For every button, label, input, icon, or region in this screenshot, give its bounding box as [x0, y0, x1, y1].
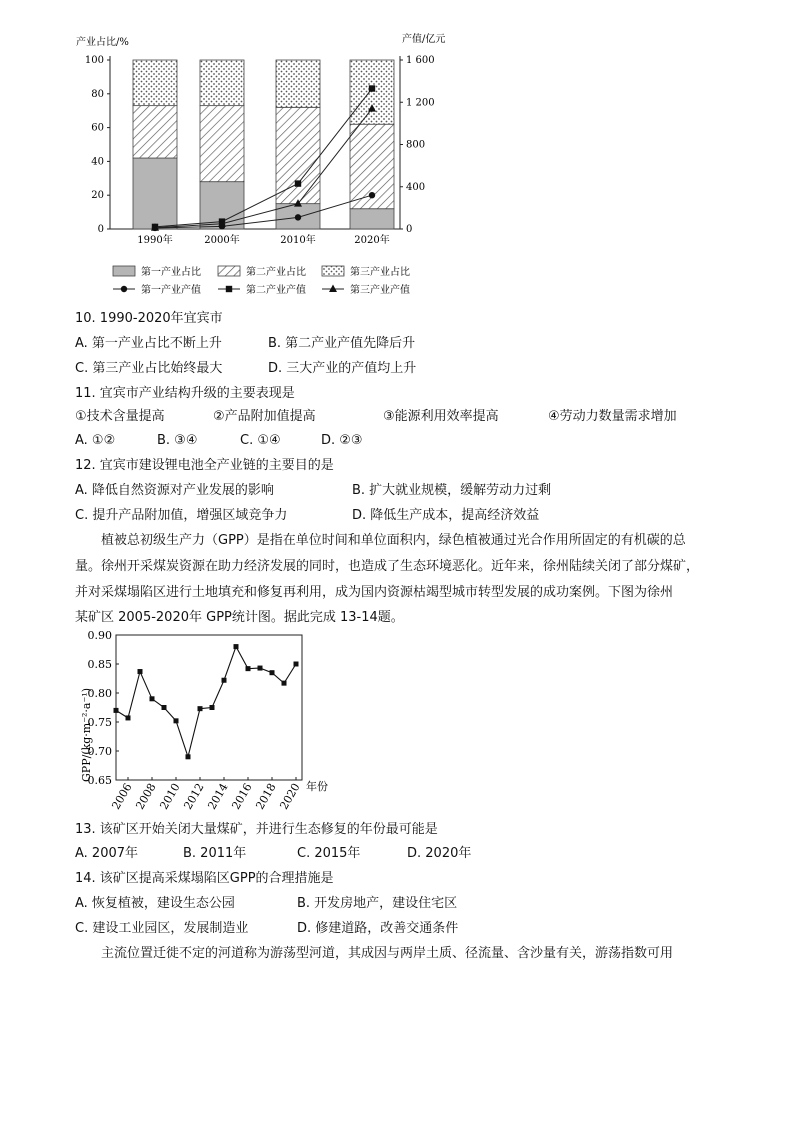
line-point — [369, 85, 375, 91]
gpp-line-chart — [70, 625, 410, 820]
q12-option-d: D. 降低生产成本，提高经济效益 — [352, 508, 540, 523]
left-tick-label: 20 — [91, 190, 104, 202]
legend-label: 第三产业产值 — [350, 285, 410, 296]
x-tick-label: 2010 — [157, 781, 183, 812]
right-tick-label: 1 200 — [406, 97, 435, 109]
gpp-line — [116, 647, 296, 757]
line-point — [369, 192, 375, 198]
bar-segment — [133, 158, 177, 229]
q12-option-a: A. 降低自然资源对产业发展的影响 — [75, 483, 274, 498]
gpp-point — [234, 644, 239, 649]
gpp-point — [294, 662, 299, 667]
x-tick-label: 2000年 — [204, 235, 240, 246]
x-tick-label: 2014 — [205, 781, 231, 812]
gpp-y-axis-label: GPP/(kg·m⁻²·a⁻¹) — [80, 688, 93, 782]
passage2-line1: 主流位置迁徙不定的河道称为游荡型河道，其成因与两岸土质、径流量、含沙量有关，游荡指数可用 — [101, 946, 674, 961]
q10-stem: 10. 1990-2020年宜宾市 — [75, 311, 223, 326]
x-tick-label: 2020 — [277, 781, 303, 812]
gpp-point — [246, 666, 251, 671]
q12-option-c: C. 提升产品附加值，增强区域竞争力 — [75, 508, 288, 523]
line-point — [295, 214, 301, 220]
left-tick-label: 80 — [91, 88, 104, 100]
right-tick-label: 800 — [406, 139, 426, 151]
passage1-line3: 并对采煤塌陷区进行土地填充和修复再利用，成为国内资源枯竭型城市转型发展的成功案例。下图为徐州 — [75, 585, 674, 600]
q14-stem: 14. 该矿区提高采煤塌陷区GPP的合理措施是 — [75, 871, 334, 886]
x-tick-label: 2008 — [133, 781, 159, 812]
legend-swatch — [218, 266, 240, 276]
bar-segment — [350, 209, 394, 229]
q14-option-d: D. 修建道路，改善交通条件 — [297, 921, 459, 936]
industry-structure-chart — [0, 0, 793, 305]
right-tick-label: 400 — [406, 181, 426, 193]
q10-option-c: C. 第三产业占比始终最大 — [75, 361, 223, 376]
y-tick-label: 0.70 — [87, 745, 112, 758]
right-tick-label: 1 600 — [406, 55, 435, 66]
q12-option-b: B. 扩大就业规模，缓解劳动力过剩 — [352, 483, 552, 498]
gpp-point — [162, 705, 167, 710]
left-tick-label: 0 — [97, 224, 104, 235]
x-tick-label: 2020年 — [354, 235, 390, 246]
gpp-point — [126, 715, 131, 720]
legend-marker — [121, 286, 127, 292]
legend-marker — [329, 285, 337, 293]
x-tick-label: 2006 — [109, 781, 135, 812]
line-point — [295, 180, 301, 186]
y-tick-label: 0.80 — [87, 687, 112, 700]
bar-segment — [133, 106, 177, 158]
gpp-point — [198, 706, 203, 711]
q13-option-d: D. 2020年 — [407, 846, 472, 861]
q10-option-d: D. 三大产业的产值均上升 — [268, 361, 417, 376]
q13-option-c: C. 2015年 — [297, 846, 361, 861]
legend-label: 第二产业占比 — [246, 267, 306, 278]
q14-option-c: C. 建设工业园区，发展制造业 — [75, 921, 249, 936]
series-line — [155, 89, 372, 227]
gpp-point — [114, 708, 119, 713]
legend-label: 第一产业占比 — [141, 267, 201, 278]
q11-item-3: ③能源利用效率提高 — [383, 409, 499, 424]
q13-option-b: B. 2011年 — [183, 846, 247, 861]
q11-option-c: C. ①④ — [240, 433, 281, 448]
y-tick-label: 0.90 — [87, 629, 112, 642]
left-tick-label: 60 — [91, 122, 104, 134]
q11-stem: 11. 宜宾市产业结构升级的主要表现是 — [75, 386, 295, 401]
q11-option-b: B. ③④ — [157, 433, 198, 448]
passage1-line1: 植被总初级生产力（GPP）是指在单位时间和单位面积内，绿色植被通过光合作用所固定的有机碳的总 — [101, 533, 686, 548]
gpp-point — [150, 696, 155, 701]
gpp-point — [222, 678, 227, 683]
legend-label: 第三产业占比 — [350, 267, 410, 278]
right-tick-label: 0 — [406, 224, 413, 235]
q11-item-1: ①技术含量提高 — [75, 409, 165, 424]
left-axis-label: 产业占比/% — [76, 37, 129, 48]
x-tick-label: 2016 — [229, 781, 255, 812]
series-line — [155, 109, 372, 228]
passage1-line4: 某矿区 2005-2020年 GPP统计图。据此完成 13-14题。 — [75, 610, 404, 625]
legend-swatch — [322, 266, 344, 276]
gpp-point — [174, 718, 179, 723]
q11-option-a: A. ①② — [75, 433, 116, 448]
y-tick-label: 0.85 — [87, 658, 112, 671]
legend-label: 第一产业产值 — [141, 285, 201, 296]
q14-option-b: B. 开发房地产，建设住宅区 — [297, 896, 458, 911]
gpp-point — [186, 754, 191, 759]
q14-option-a: A. 恢复植被，建设生态公园 — [75, 896, 235, 911]
x-tick-label: 2010年 — [280, 235, 316, 246]
q11-option-d: D. ②③ — [321, 433, 363, 448]
right-axis-label: 产值/亿元 — [402, 34, 446, 45]
q11-item-4: ④劳动力数量需求增加 — [548, 409, 677, 424]
legend-label: 第二产业产值 — [246, 285, 306, 296]
left-tick-label: 40 — [91, 156, 104, 168]
gpp-point — [210, 705, 215, 710]
gpp-point — [282, 681, 287, 686]
series-line — [155, 195, 372, 228]
y-tick-label: 0.65 — [87, 774, 112, 787]
bar-segment — [350, 60, 394, 124]
x-tick-label: 2012 — [181, 781, 207, 812]
legend-marker — [226, 286, 232, 292]
gpp-point — [270, 670, 275, 675]
bar-segment — [200, 106, 244, 182]
bar-segment — [276, 60, 320, 107]
left-tick-label: 100 — [84, 55, 104, 66]
passage1-line2: 量。徐州开采煤炭资源在助力经济发展的同时，也造成了生态环境恶化。近年来，徐州陆续关闭了部分煤矿， — [75, 559, 700, 574]
y-tick-label: 0.75 — [87, 716, 112, 729]
q12-stem: 12. 宜宾市建设锂电池全产业链的主要目的是 — [75, 458, 334, 473]
q10-option-a: A. 第一产业占比不断上升 — [75, 336, 222, 351]
bar-segment — [200, 60, 244, 106]
bar-segment — [133, 60, 177, 106]
legend-swatch — [113, 266, 135, 276]
bar-segment — [276, 107, 320, 203]
q11-item-2: ②产品附加值提高 — [213, 409, 316, 424]
x-tick-label: 1990年 — [137, 235, 173, 246]
gpp-point — [138, 669, 143, 674]
gpp-x-axis-label: 年份 — [306, 780, 328, 793]
gpp-point — [258, 666, 263, 671]
q13-option-a: A. 2007年 — [75, 846, 139, 861]
q13-stem: 13. 该矿区开始关闭大量煤矿，并进行生态修复的年份最可能是 — [75, 822, 438, 837]
q10-option-b: B. 第二产业产值先降后升 — [268, 336, 416, 351]
x-tick-label: 2018 — [253, 781, 279, 812]
